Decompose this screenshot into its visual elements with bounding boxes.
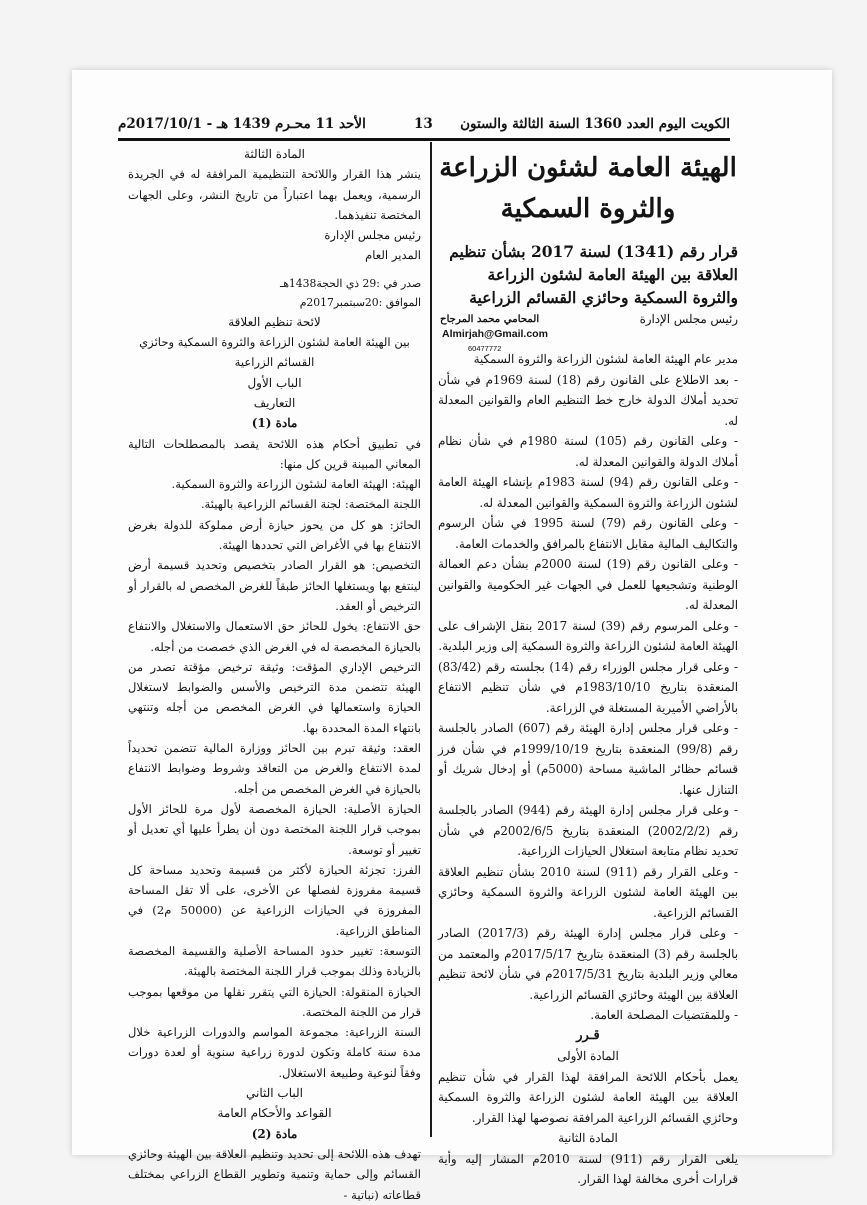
director-line: مدير عام الهيئة العامة لشئون الزراعة والثروة السمكية bbox=[473, 352, 738, 366]
decision-title: قرار رقم (1341) لسنة 2017 بشأن تنظيم العلاقة بين الهيئة العامة لشئون الزراعة والثروة السمكية وحائزي القسائم الزراعية bbox=[449, 242, 738, 307]
definition-text: هو القرار الصادر بتخصيص وتحديد قسيمة أرض لينتفع بها ويستغلها الحائز طبقاً للغرض المخصص له بالقرار أو الترخيص أو العقد. bbox=[128, 558, 421, 613]
article2-text: يلغى القرار رقم (911) لسنة 2010م المشار إليه وأية قرارات أخرى مخالفة لهذا القرار. bbox=[438, 1151, 739, 1186]
chapter2-heading: الباب الثاني bbox=[246, 1086, 303, 1101]
definition-text: هو كل من يحوز حيازة أرض مملوكة للدولة بغرض الانتفاع بها في الأغراض التي تحددها الهيئة. bbox=[128, 517, 421, 553]
lawyer-stamp bbox=[438, 309, 738, 353]
definition-term: السنة الزراعية: bbox=[345, 1025, 421, 1040]
definition-text: تغيير حدود المساحة الأصلية والقسيمة المخصصة بالزيادة وذلك بموجب قرار اللجنة المختصة بالهيئة. bbox=[128, 943, 421, 979]
recital-item: - وعلى القانون رقم (79) لسنة 1995 في شأن الرسوم والتكاليف المالية مقابل الانتفاع بالمرافق والخدمات العامة. bbox=[438, 516, 738, 551]
definition-item bbox=[128, 1022, 421, 1083]
chapter1-heading: الباب الأول bbox=[247, 375, 302, 390]
definition-item bbox=[128, 515, 421, 556]
definition-text: يخول للحائز حق الاستعمال والاستغلال والانتفاع بالحيازة المخصصة له في الغرض الذي خصصت من أجله. bbox=[128, 619, 421, 654]
publication-name: الكويت اليوم العدد 1360 السنة الثالثة والستون bbox=[460, 116, 730, 132]
header-date: الأحد 11 محـرم 1439 هـ - 2017/10/1م bbox=[118, 116, 366, 132]
definition-item bbox=[128, 982, 421, 1023]
definition-term: اللجنة المختصة: bbox=[344, 497, 421, 512]
article-1-heading: مادة (1) bbox=[251, 416, 298, 431]
issued-hijri: صدر في :29 ذي الحجة1438هـ bbox=[280, 276, 421, 290]
definition-item bbox=[128, 616, 421, 657]
definition-term: الترخيص الإداري المؤقت: bbox=[291, 659, 421, 674]
chapter1-name: التعاريف bbox=[253, 395, 296, 410]
definition-item bbox=[128, 799, 421, 860]
definition-item bbox=[128, 494, 421, 514]
definition-term: الهيئة: bbox=[391, 477, 421, 492]
sign-director: المدير العام bbox=[365, 248, 421, 263]
article1-title: المادة الأولى bbox=[557, 1049, 619, 1063]
definition-item bbox=[128, 941, 421, 982]
recital-item: - وللمقتضيات المصلحة العامة. bbox=[590, 1008, 738, 1022]
definition-text: الحيازة التي يتقرر نقلها من موقعها بموجب قرار من اللجنة المختصة. bbox=[128, 984, 421, 1019]
recital-item: - وعلى القانون رقم (19) لسنة 2000م بشأن دعم العمالة الوطنية وتشجيعها للعمل في الجهات غير الحكومية والقوانين المعدلة له. bbox=[438, 557, 738, 612]
definition-text: لجنة القسائم الزراعية بالهيئة. bbox=[200, 497, 345, 512]
definition-term: التوسعة: bbox=[379, 943, 421, 958]
definition-term: العقد: bbox=[392, 741, 421, 756]
authority-title: الهيئة العامة لشئون الزراعة والثروة السمكية bbox=[439, 153, 737, 224]
right-column bbox=[438, 146, 739, 1186]
definition-term: التخصيص: bbox=[371, 558, 421, 573]
stamp-email: Almirjah@Gmail.com bbox=[442, 328, 548, 340]
left-column bbox=[128, 144, 422, 1202]
decision-body bbox=[438, 349, 738, 1190]
recitals-list bbox=[438, 370, 738, 1026]
stamp-phone: 60477772 bbox=[468, 344, 502, 353]
article-1-intro: في تطبيق أحكام هذه اللائحة يقصد بالمصطلحات التالية المعاني المبينة قرين كل منها: bbox=[128, 436, 421, 471]
definition-text: مجموعة المواسم والدورات الزراعية خلال مدة سنة كاملة وتكون لدورة زراعية سنوية أو لعدة دورات وفقاً لنوعية وطبيعة الاستغلال. bbox=[128, 1025, 421, 1080]
definition-item bbox=[128, 738, 421, 799]
recital-item: - وعلى قرار مجلس إدارة الهيئة رقم (944) الصادر بالجلسة رقم (2002/2/2) المنعقدة بتاريخ 2002/6/5م في شأن تحديد نظام متابعة استغلال الحيازات الزراعية. bbox=[438, 803, 739, 858]
column-divider bbox=[430, 142, 432, 1137]
article2-title: المادة الثانية bbox=[558, 1131, 618, 1145]
definitions-list bbox=[128, 474, 421, 1083]
recital-item: - وعلى القانون رقم (94) لسنة 1983م بإنشاء الهيئة العامة لشئون الزراعة والثروة السمكية والقوانين المعدلة له. bbox=[438, 475, 738, 510]
definition-text: تجزئة الحيازة لأكثر من قسيمة وتحديد مساحة كل قسيمة مفروزة لفصلها عن الأخرى، على ألا تقل المساحة المفروزة في الحيازات الزراعية عن (50000 م2) في المناطق الزراعية. bbox=[128, 862, 421, 938]
recital-item: - وعلى قرار مجلس الوزراء رقم (14) بجلسته رقم (83/42) المنعقدة بتاريخ 1983/10/10م في شأن تنظيم الانتفاع بالأراضي الأميرية المستغلة في الزراعة. bbox=[438, 659, 739, 715]
definition-term: حق الانتفاع: bbox=[362, 619, 421, 634]
recital-item: - بعد الاطلاع على القانون رقم (18) لسنة 1969م في شأن تحديد أملاك الدولة خارج خط التنظيم العام والقوانين المعدلة له. bbox=[438, 372, 739, 428]
recital-item: - وعلى القانون رقم (105) لسنة 1980م في شأن نظام أملاك الدولة والقوانين المعدلة له. bbox=[438, 434, 738, 469]
recital-item: - وعلى القرار رقم (911) لسنة 2010 بشأن تنظيم العلاقة بين الهيئة العامة لشئون الزراعة والثروة السمكية وحائزي القسائم الزراعية. bbox=[438, 864, 739, 920]
definition-text: الحيازة المخصصة لأول مرة للحائز الأول بموجب قرار اللجنة المختصة دون أن يطرأ عليها أي تعديل أو تغيير أو توسعة. bbox=[128, 801, 421, 857]
definition-item bbox=[128, 860, 421, 941]
definition-term: الحيازة المنقولة: bbox=[341, 984, 421, 999]
regulation-subtitle: بين الهيئة العامة لشئون الزراعة والثروة السمكية وحائزي القسائم الزراعية bbox=[139, 335, 410, 370]
recital-item: - وعلى المرسوم رقم (39) لسنة 2017 بنقل الإشراف على الهيئة العامة لشئون الزراعة والثروة السمكية إلى وزير البلدية. bbox=[438, 618, 738, 653]
definition-text: الهيئة العامة لشئون الزراعة والثروة السمكية. bbox=[171, 477, 392, 492]
recital-item: - وعلى قرار مجلس إدارة الهيئة رقم (2017/3) الصادر بالجلسة رقم (3) المنعقدة بتاريخ 2017/5/17م والمعتمد من معالي وزير البلدية بتاريخ 2017/5/31م في شأن لائحة تنظيم العلاقة بين الهيئة وحائزي القسائم الزراعية. bbox=[438, 926, 738, 1002]
definition-item bbox=[128, 657, 421, 738]
definition-text: وثيقة ترخيص مؤقتة تصدر من الهيئة تتضمن مدة الترخيص والأسس والضوابط لاستغلال الحيازة واستعمالها في الغرض المخصص من أجله وتنتهي بانتهاء المدة المحددة بها. bbox=[128, 659, 421, 735]
definition-item bbox=[128, 555, 421, 616]
decided-heading: قـرر bbox=[576, 1027, 600, 1043]
page-header bbox=[118, 110, 730, 140]
recital-item: - وعلى قرار مجلس إدارة الهيئة رقم (607) الصادر بالجلسة رقم (99/8) المنعقدة بتاريخ 1999/10/19م في شأن فرز قسائم حظائر الماشية مساحة (5000م) أو إدخال شريك أو التنازل عنها. bbox=[438, 721, 738, 797]
definition-term: الحائز: bbox=[389, 517, 421, 532]
article1-text: يعمل بأحكام اللائحة المرافقة لهذا القرار في شأن تنظيم العلاقة بين الهيئة العامة لشئون الزراعة والثروة السمكية وحائزي القسائم الزراعية المرافقة نصوصها لهذا القرار. bbox=[438, 1069, 738, 1125]
regulation-title: لائحة تنظيم العلاقة bbox=[228, 314, 321, 329]
article3-title: المادة الثالثة bbox=[243, 147, 305, 161]
article-2-text: تهدف هذه اللائحة إلى تحديد وتنظيم العلاقة بين الهيئة وحائزي القسائم وإلى حماية وتنمية وتطوير القطاع الزراعي بمختلف قطاعاته (نباتية - bbox=[128, 1146, 421, 1202]
chapter2-name: القواعد والأحكام العامة bbox=[217, 1106, 332, 1121]
header-divider bbox=[118, 138, 730, 141]
definition-item bbox=[128, 474, 421, 494]
sign-chairman: رئيس مجلس الإدارة bbox=[324, 228, 421, 243]
issued-gregorian: الموافق :20سبتمبر2017م bbox=[299, 295, 421, 309]
definition-text: وثيقة تبرم بين الحائز ووزارة المالية تتضمن تحديداً لمدة الانتفاع والغرض من التعاقد وشروط وضوابط الانتفاع بالحيازة في الغرض المخصص من أجله. bbox=[128, 741, 421, 796]
page-number: 13 bbox=[414, 116, 433, 132]
definition-term: الحيازة الأصلية: bbox=[343, 801, 422, 816]
article-2-heading: مادة (2) bbox=[251, 1126, 298, 1141]
definition-term: الفرز: bbox=[392, 862, 421, 877]
stamp-name: المحامي محمد المرجاح bbox=[440, 313, 540, 325]
chairman-line: رئيس مجلس الإدارة bbox=[639, 312, 738, 326]
article3-text: ينشر هذا القرار واللائحة التنظيمية المرافقة له في الجريدة الرسمية، ويعمل بهما اعتباراً من تاريخ النشر، وعلى الجهات المختصة تنفيذهما. bbox=[128, 167, 421, 222]
